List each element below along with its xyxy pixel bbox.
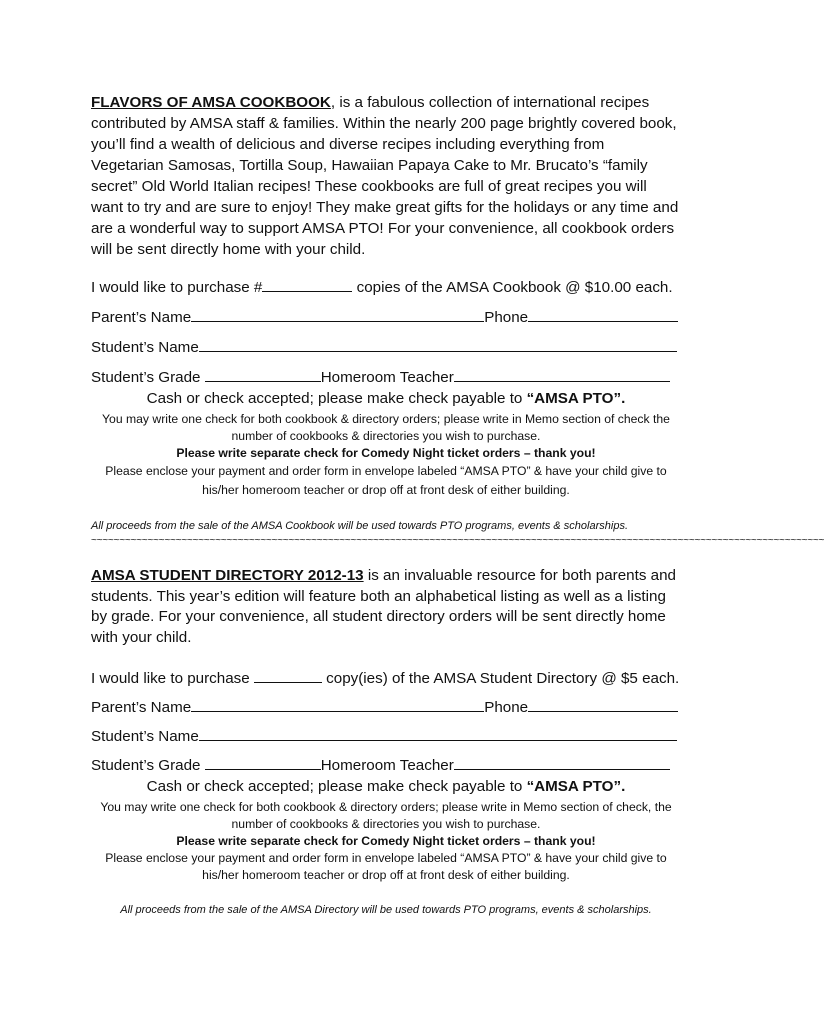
cookbook-phone-field[interactable] [528, 307, 678, 322]
cookbook-intro-text: , is a fabulous collection of international recipes contributed by AMSA staff & families. Within the nearly 200 page brightly covered book, you’ll find a wealth of delicious and diverse recipes including everything from Vegetarian Samosas, Tortilla Soup, Hawaiian Papaya Cake to Mr. Brucato’s “family secret” Old World Italian recipes! These cookbooks are full of great recipes you will want to try and are sure to enjoy! They make great gifts for the holidays or any time and are a wonderful way to support AMSA PTO! For your convenience, all cookbook orders will be sent directly home with your child. [91, 94, 679, 258]
cookbook-intro [91, 92, 681, 260]
cookbook-payee: “AMSA PTO”. [526, 390, 626, 407]
directory-parent-name-field[interactable] [191, 697, 484, 712]
directory-purchase-suffix: copy(ies) of the AMSA Student Directory @ $5 each. [321, 670, 680, 687]
directory-note-separate-check: Please write separate check for Comedy Night ticket orders – thank you! [176, 834, 596, 848]
cookbook-title: FLAVORS OF AMSA COOKBOOK [91, 94, 331, 111]
cookbook-note-separate-check: Please write separate check for Comedy Night ticket orders – thank you! [176, 446, 596, 460]
directory-purchase-label: I would like to purchase [91, 670, 254, 687]
directory-grade-line [91, 755, 681, 776]
cookbook-student-label: Student’s Name [91, 339, 199, 356]
directory-student-label: Student’s Name [91, 728, 199, 745]
directory-payment-line [91, 777, 681, 797]
cookbook-grade-field[interactable] [205, 367, 321, 382]
cookbook-parent-line [91, 307, 681, 328]
directory-intro [91, 566, 681, 648]
directory-section [91, 566, 681, 919]
directory-quantity-field[interactable] [254, 668, 322, 683]
cookbook-grade-line [91, 367, 681, 388]
directory-teacher-label: Homeroom Teacher [320, 757, 454, 774]
directory-purchase-line [91, 668, 681, 689]
directory-grade-label: Student’s Grade [91, 757, 205, 774]
cookbook-section [91, 92, 681, 535]
directory-title: AMSA STUDENT DIRECTORY 2012-13 [91, 567, 364, 584]
cookbook-note-enclose: Please enclose your payment and order form in envelope labeled “AMSA PTO” & have your child give to his/her homeroom teacher or drop off at front desk of either building. [105, 464, 667, 497]
cookbook-teacher-label: Homeroom Teacher [320, 369, 454, 386]
directory-proceeds: All proceeds from the sale of the AMSA Directory will be used towards PTO programs, events & scholarships. [120, 904, 652, 916]
cookbook-payment-line [91, 389, 681, 409]
directory-payment-text: Cash or check accepted; please make check payable to [146, 778, 527, 795]
cookbook-quantity-field[interactable] [262, 277, 352, 292]
directory-phone-field[interactable] [528, 697, 678, 712]
cookbook-parent-name-field[interactable] [191, 307, 484, 322]
cookbook-purchase-label: I would like to purchase # [91, 279, 263, 296]
cookbook-purchase-line [91, 277, 681, 298]
cookbook-teacher-field[interactable] [454, 367, 670, 382]
directory-grade-field[interactable] [205, 755, 321, 770]
order-form-page [91, 92, 824, 919]
cookbook-phone-label: Phone [484, 309, 529, 326]
directory-student-name-field[interactable] [199, 726, 677, 741]
directory-phone-label: Phone [484, 699, 529, 716]
cookbook-note-one-check: You may write one check for both cookbook & directory orders; please write in Memo section of check the number of cookbooks & directories you wish to purchase. [102, 412, 670, 443]
cookbook-grade-label: Student’s Grade [91, 369, 205, 386]
cookbook-payment-text: Cash or check accepted; please make check payable to [146, 390, 527, 407]
directory-payee: “AMSA PTO”. [526, 778, 626, 795]
directory-parent-label: Parent’s Name [91, 699, 192, 716]
cookbook-proceeds: All proceeds from the sale of the AMSA Cookbook will be used towards PTO programs, events & scholarships. [91, 520, 629, 532]
cookbook-parent-label: Parent’s Name [91, 309, 192, 326]
cookbook-purchase-suffix: copies of the AMSA Cookbook @ $10.00 each. [352, 279, 673, 296]
cookbook-student-line [91, 337, 681, 358]
directory-note-one-check: You may write one check for both cookbook & directory orders; please write in Memo section of check, the number of cookbooks & directories you wish to purchase. [100, 800, 672, 831]
section-separator: ~~~~~~~~~~~~~~~~~~~~~~~~~~~~~~~~~~~~~~~~~~~~~~~~~~~~~~~~~~~~~~~~~~~~~~~~~~~~~~~~~~~~~~~~~~~~~~~~~~~~~~~~~~~~~~~~~~~~~~~~~~~~~~~~~~ [91, 535, 824, 546]
directory-parent-line [91, 697, 681, 718]
directory-teacher-field[interactable] [454, 755, 670, 770]
cookbook-student-name-field[interactable] [199, 337, 677, 352]
directory-intro-text: is an invaluable resource for both parents and students. This year’s edition will feature both an alphabetical listing as well as a listing by grade. For your convenience, all student directory orders will be sent directly home with your child. [91, 567, 676, 646]
directory-student-line [91, 726, 681, 747]
directory-note-enclose: Please enclose your payment and order form in envelope labeled “AMSA PTO” & have your child give to his/her homeroom teacher or drop off at front desk of either building. [105, 851, 667, 882]
